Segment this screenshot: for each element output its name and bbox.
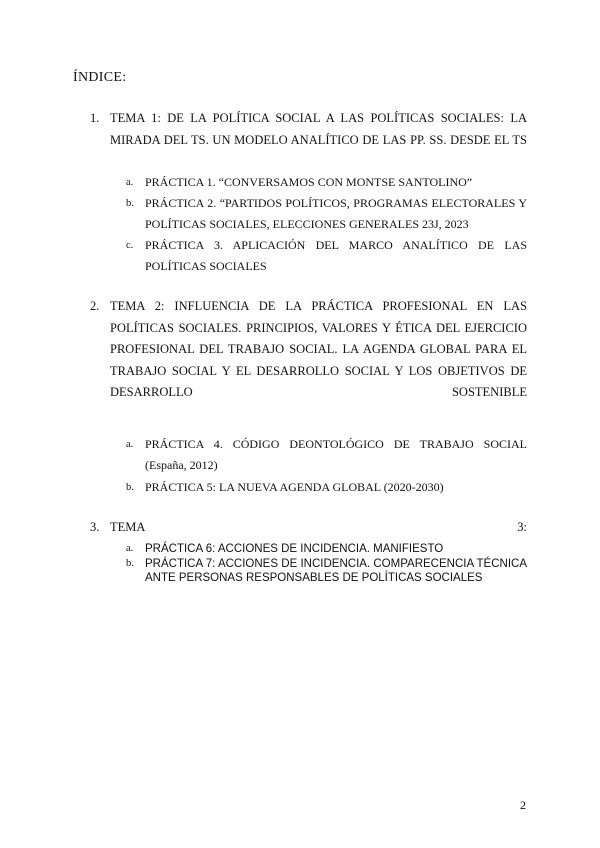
topic-1 [90, 108, 527, 173]
practice-title: PRÁCTICA 6: ACCIONES DE INCIDENCIA. MANIFIESTO [145, 543, 444, 555]
practice-5 [126, 477, 527, 498]
practice-title: PRÁCTICA 4. CÓDIGO DEONTOLÓGICO DE TRABAJO SOCIAL (España, 2012) [145, 437, 527, 472]
page-number: 2 [520, 798, 526, 812]
topic-title: TEMA 2: INFLUENCIA DE LA PRÁCTICA PROFESIONAL EN LAS POLÍTICAS SOCIALES. PRINCIPIOS, VALORES Y ÉTICA DEL EJERCICIO PROFESIONAL DEL TRABAJO SOCIAL. LA AGENDA GLOBAL PARA EL TRABAJO SOCIAL Y EL DESARROLLO SOCIAL Y LOS OBJETIVOS DE DESARROLLO SOSTENIBLE [110, 299, 527, 399]
practice-1 [126, 172, 527, 193]
practice-2 [126, 193, 527, 235]
practice-6 [126, 542, 527, 556]
practice-title: PRÁCTICA 5: LA NUEVA AGENDA GLOBAL (2020-2030) [145, 480, 444, 494]
topic-title: TEMA 3: [110, 520, 527, 534]
index-title: ÍNDICE: [73, 70, 127, 85]
practice-letter: a. [126, 177, 134, 188]
practice-title: PRÁCTICA 7: ACCIONES DE INCIDENCIA. COMPARECENCIA TÉCNICA ANTE PERSONAS RESPONSABLES DE POLÍTICAS SOCIALES [145, 558, 527, 584]
topic-title: TEMA 1: DE LA POLÍTICA SOCIAL A LAS POLÍTICAS SOCIALES: LA MIRADA DEL TS. UN MODELO ANALÍTICO DE LAS PP. SS. DESDE EL TS [110, 111, 527, 147]
practice-letter: b. [126, 558, 134, 569]
topic-2 [90, 296, 527, 425]
practice-7 [126, 557, 527, 585]
practice-title: PRÁCTICA 3. APLICACIÓN DEL MARCO ANALÍTICO DE LAS POLÍTICAS SOCIALES [145, 238, 527, 273]
practice-3 [126, 235, 527, 277]
practice-letter: b. [126, 482, 134, 493]
practice-title: PRÁCTICA 2. “PARTIDOS POLÍTICOS, PROGRAMAS ELECTORALES Y POLÍTICAS SOCIALES, ELECCIONES GENERALES 23J, 2023 [145, 196, 527, 231]
practice-letter: a. [126, 543, 134, 554]
topic-number: 3. [90, 520, 100, 534]
practice-title: PRÁCTICA 1. “CONVERSAMOS CON MONTSE SANTOLINO” [145, 175, 473, 189]
practice-letter: a. [126, 439, 134, 450]
practice-letter: b. [126, 198, 134, 209]
practice-4 [126, 434, 527, 476]
practice-letter: c. [126, 240, 134, 251]
topic-number: 1. [90, 111, 100, 125]
topic-number: 2. [90, 299, 100, 313]
